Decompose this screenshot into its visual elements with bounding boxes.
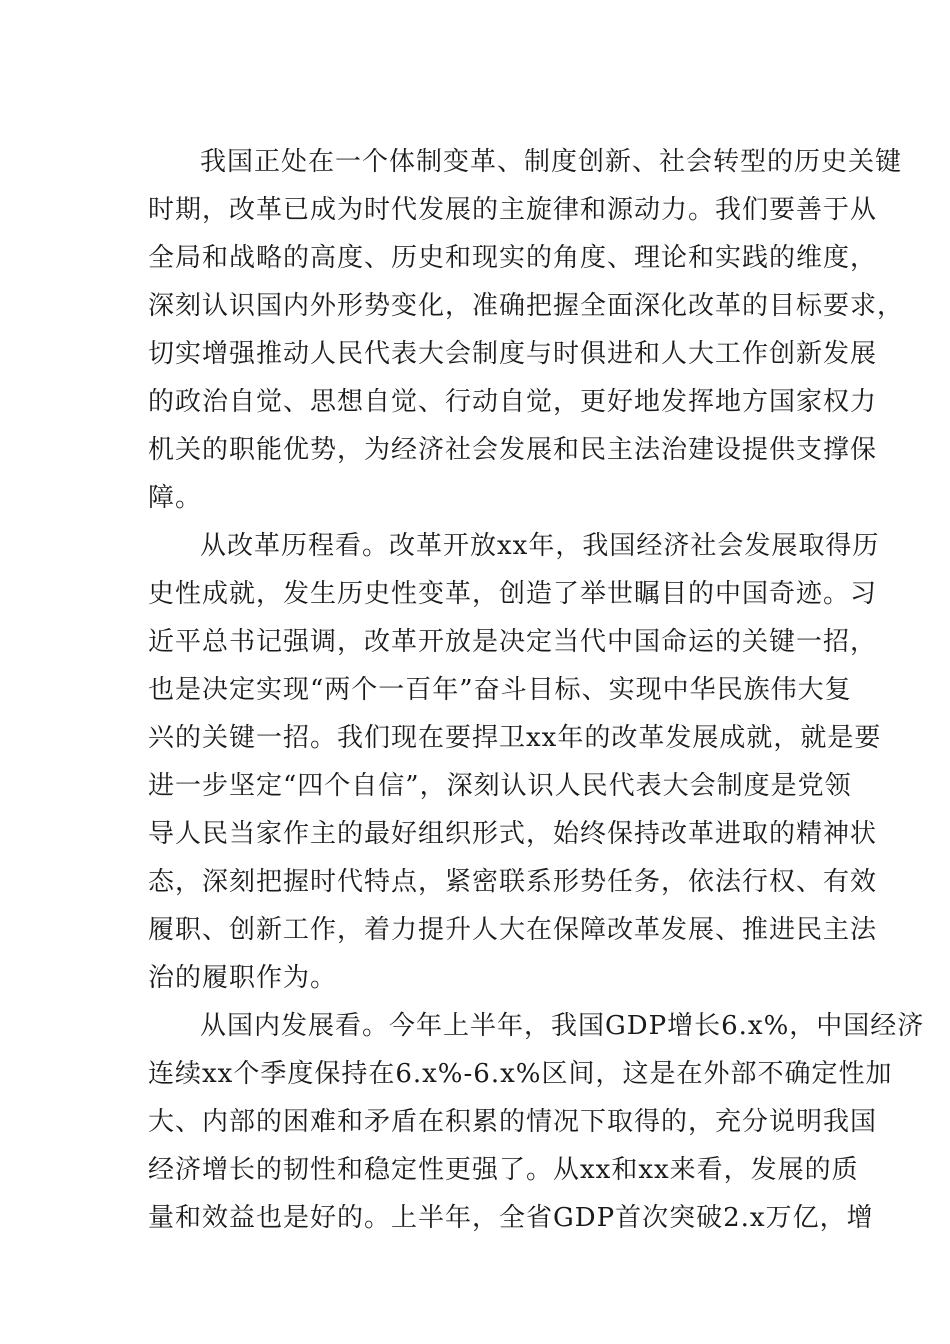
paragraph-3-line-1: 从国内发展看。今年上半年，我国GDP增长6.x%，中国经济 bbox=[200, 1011, 925, 1041]
paragraph-2-line-1: 从改革历程看。改革开放xx年，我国经济社会发展取得历 bbox=[200, 531, 880, 561]
paragraph-2-line-9: 履职、创新工作，着力提升人大在保障改革发展、推进民主法 bbox=[148, 915, 878, 945]
paragraph-1-line-1: 我国正处在一个体制变革、制度创新、社会转型的历史关键 bbox=[200, 147, 903, 177]
paragraph-2-line-5: 兴的关键一招。我们现在要捍卫xx年的改革发展成就，就是要 bbox=[148, 723, 882, 753]
paragraph-3-line-2: 连续xx个季度保持在6.x%-6.x%区间，这是在外部不确定性加 bbox=[148, 1059, 893, 1089]
paragraph-3-line-4: 经济增长的韧性和稳定性更强了。从xx和xx来看，发展的质 bbox=[148, 1155, 859, 1185]
paragraph-2-line-7: 导人民当家作主的最好组织形式，始终保持改革进取的精神状 bbox=[148, 819, 878, 849]
paragraph-3-line-3: 大、内部的困难和矛盾在积累的情况下取得的，充分说明我国 bbox=[148, 1107, 878, 1137]
paragraph-2-line-6: 进一步坚定“四个自信”，深刻认识人民代表大会制度是党领 bbox=[148, 771, 852, 801]
paragraph-1-line-5: 切实增强推动人民代表大会制度与时俱进和人大工作创新发展 bbox=[148, 339, 878, 369]
paragraph-1-line-8: 障。 bbox=[148, 483, 203, 513]
paragraph-1-line-6: 的政治自觉、思想自觉、行动自觉，更好地发挥地方国家权力 bbox=[148, 387, 878, 417]
paragraph-1-line-7: 机关的职能优势，为经济社会发展和民主法治建设提供支撑保 bbox=[148, 435, 878, 465]
paragraph-1-line-3: 全局和战略的高度、历史和现实的角度、理论和实践的维度， bbox=[148, 243, 878, 273]
paragraph-2-line-4: 也是决定实现“两个一百年”奋斗目标、实现中华民族伟大复 bbox=[148, 675, 852, 705]
paragraph-2-line-2: 史性成就，发生历史性变革，创造了举世瞩目的中国奇迹。习 bbox=[148, 579, 878, 609]
paragraph-2-line-3: 近平总书记强调，改革开放是决定当代中国命运的关键一招， bbox=[148, 627, 878, 657]
paragraph-1-line-2: 时期，改革已成为时代发展的主旋律和源动力。我们要善于从 bbox=[148, 195, 878, 225]
paragraph-2-line-10: 治的履职作为。 bbox=[148, 963, 338, 993]
paragraph-2-line-8: 态，深刻把握时代特点，紧密联系形势任务，依法行权、有效 bbox=[148, 867, 878, 897]
paragraph-1-line-4: 深刻认识国内外形势变化，准确把握全面深化改革的目标要求， bbox=[148, 291, 905, 321]
paragraph-3-line-5: 量和效益也是好的。上半年，全省GDP首次突破2.x万亿，增 bbox=[148, 1203, 874, 1233]
